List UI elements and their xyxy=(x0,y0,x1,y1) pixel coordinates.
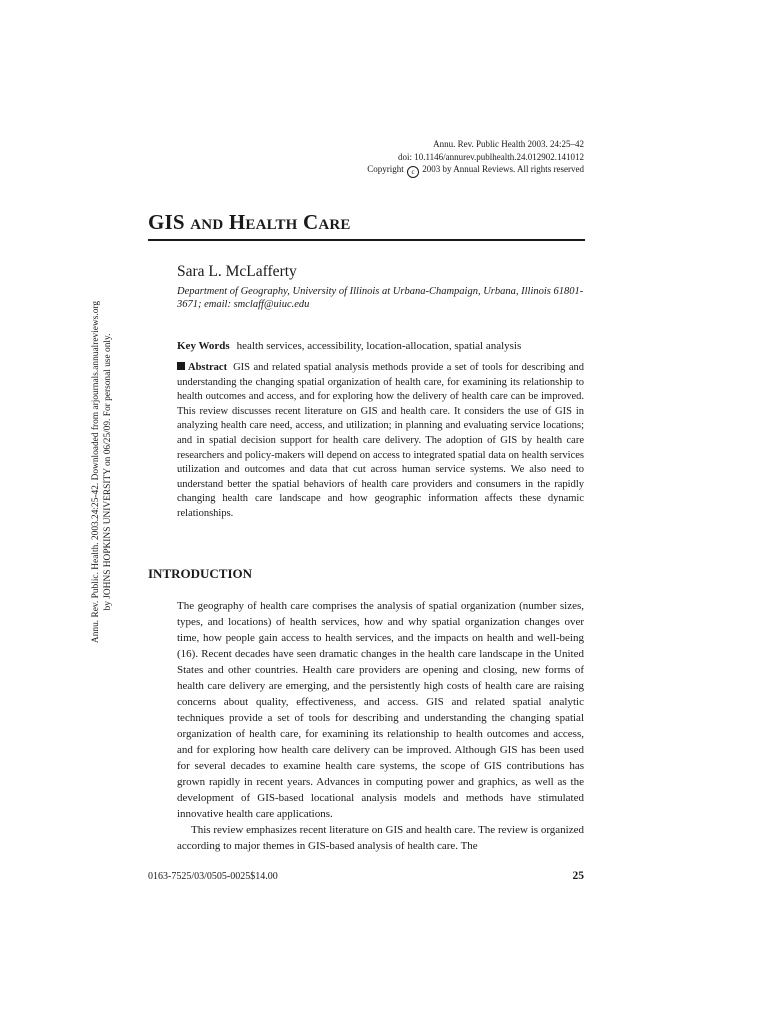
abstract-label: Abstract xyxy=(188,362,228,373)
abstract-text: GIS and related spatial analysis methods provide a set of tools for describing and understanding the changing spatial organization of health care, for examining its relationship to health outcomes and access, and for exploring how the delivery of health care can be improved. This review discusses recent literature on GIS and health care. It considers the use of GIS in analyzing health care need, access, and utilization; in planning and evaluating service locations; and in spatial decision support for health care delivery. The adoption of GIS by health care researchers and policy-makers will depend on access to integrated spatial data on health services utilization and outcomes and data that cut across human service systems. We also need to understand better the spatial behaviors of health care providers and consumers in the rapidly changing health care landscape and how geographic information affects these dynamic relationships. xyxy=(177,362,584,519)
section-heading-introduction: INTRODUCTION xyxy=(148,566,253,581)
article-title xyxy=(148,210,351,235)
title-health-rest: EALTH xyxy=(245,217,298,233)
title-divider xyxy=(148,239,585,241)
key-words xyxy=(177,340,521,352)
copyright-symbol: c xyxy=(407,166,419,178)
copyright-prefix: Copyright xyxy=(367,164,404,174)
introduction-body xyxy=(177,598,584,854)
introduction-paragraph-2: This review emphasizes recent literature on GIS and health care. The review is organized according to major themes in GIS-based analysis of health care. The xyxy=(177,824,584,852)
title-word-care xyxy=(303,210,351,234)
title-and-rest: ND xyxy=(201,217,224,233)
title-and-initial: A xyxy=(190,217,202,233)
title-care-initial: C xyxy=(302,210,319,234)
journal-citation: Annu. Rev. Public Health 2003. 24:25–42 xyxy=(433,139,584,149)
abstract xyxy=(177,361,584,522)
download-watermark xyxy=(91,272,114,672)
key-words-label: Key Words xyxy=(177,340,230,352)
title-health-initial: H xyxy=(228,210,246,234)
copyright-line xyxy=(367,163,584,178)
author-affiliation: Department of Geography, University of Illinois at Urbana-Champaign, Urbana, Illinois 61801-3671; email: smclaff@uiuc.edu xyxy=(177,286,584,310)
watermark-line-2: by JOHNS HOPKINS UNIVERSITY on 06/25/09. For personal use only. xyxy=(102,333,113,611)
title-word-and xyxy=(190,217,223,233)
author-name: Sara L. McLafferty xyxy=(177,263,297,280)
square-bullet-icon xyxy=(177,362,185,370)
title-word-health xyxy=(229,210,298,234)
journal-header xyxy=(367,138,584,178)
doi-line: doi: 10.1146/annurev.publhealth.24.012902.141012 xyxy=(397,151,584,162)
watermark-line-1: Annu. Rev. Public. Health. 2003.24:25-42. Downloaded from arjournals.annualreviews.org xyxy=(91,300,101,644)
copyright-suffix: 2003 by Annual Reviews. All rights reserved xyxy=(422,164,584,174)
article-code: 0163-7525/03/0505-0025$14.00 xyxy=(148,871,278,882)
page-number: 25 xyxy=(572,870,584,882)
title-word-gis: GIS xyxy=(148,210,185,234)
title-care-rest: ARE xyxy=(318,217,351,233)
introduction-paragraph-1: The geography of health care comprises the analysis of spatial organization (number sizes, types, and locations) of health services, how and why spatial organization changes over time, how people gain access to health services, and the impacts on health and well-being (16). Recent decades have seen dramatic changes in the health care landscape in the United States and other countries. Health care providers are opening and closing, new forms of health care delivery are emerging, and the persistently high costs of health care are raising concerns about quality, effectiveness, and access. GIS and related spatial analytic techniques provide a set of tools for describing and understanding the changing spatial organization of health care, for examining its relationship to health outcomes and access, and for exploring how health care delivery can be improved. Although GIS has been used for several decades to examine health care systems, the scope of GIS contributions has grown rapidly in recent years. Advances in computing power and graphics, as well as the development of GIS-based locational analysis models and methods have stimulated innovative health care applications. xyxy=(177,600,584,820)
key-words-text: health services, accessibility, location-allocation, spatial analysis xyxy=(236,340,522,352)
